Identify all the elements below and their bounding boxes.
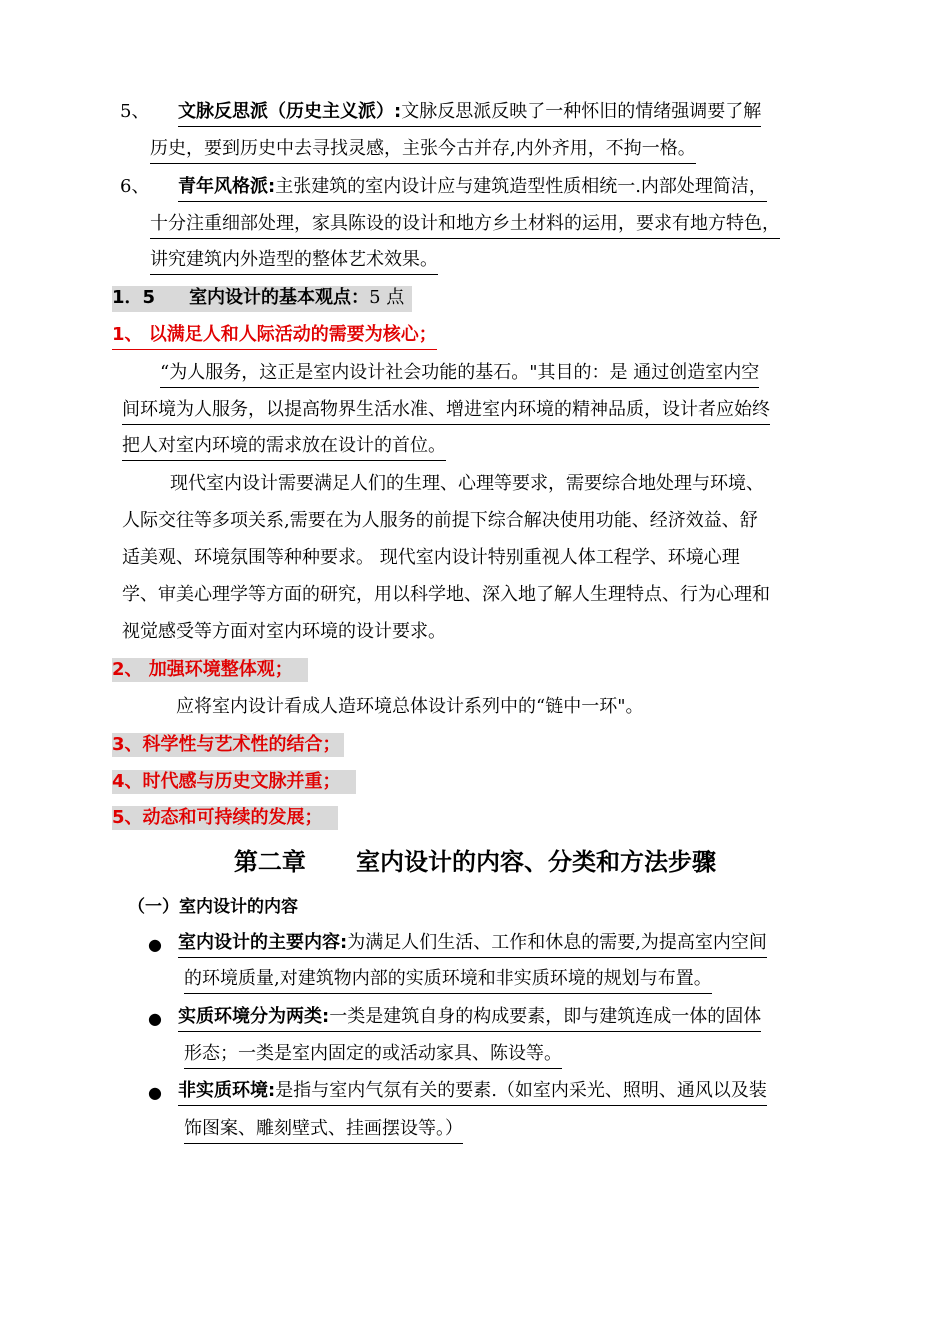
section-1-5-title: 室内设计的基本观点： (189, 287, 370, 308)
point-1-p1-line1: “为人服务，这正是室内设计社会功能的基石。"其目的：是 通过创造室内空 (160, 361, 759, 388)
point-2-label: 2、 加强环境整体观； (112, 658, 308, 682)
point-1-p1-line3: 把人对室内环境的需求放在设计的首位。 (122, 434, 446, 461)
item-6-line1 (178, 175, 767, 202)
bullet-icon: ● (148, 1083, 162, 1102)
item-5-line2: 历史，要到历史中去寻找灵感，主张今古并存,内外齐用，不拘一格。 (150, 137, 696, 164)
item-6-text: 主张建筑的室内设计应与建筑造型性质相统一.内部处理简洁， (275, 176, 767, 197)
item-6-title: 青年风格派: (178, 176, 276, 197)
item-6-line2: 十分注重细部处理，家具陈设的设计和地方乡土材料的运用，要求有地方特色， (150, 212, 780, 239)
bullet-3-text: 是指与室内气氛有关的要素.（如室内采光、照明、通风以及装 (275, 1080, 767, 1101)
point-1-p2-line1: 现代室内设计需要满足人们的生理、心理等要求，需要综合地处理与环境、 (170, 473, 764, 494)
item-6-line3: 讲究建筑内外造型的整体艺术效果。 (150, 248, 438, 275)
point-1-p2-line5: 视觉感受等方面对室内环境的设计要求。 (122, 621, 446, 642)
chapter-2-title (0, 842, 950, 877)
point-5-label: 5、动态和可持续的发展； (112, 806, 338, 830)
bullet-1-text: 为满足人们生活、工作和休息的需要,为提高室内空间 (347, 932, 767, 953)
section-1-5-number: 1．5 (112, 287, 156, 308)
item-5-number: 5、 (120, 101, 150, 122)
bullet-2-text: 一类是建筑自身的构成要素，即与建筑连成一体的固体 (329, 1006, 762, 1027)
bullet-icon: ● (148, 1009, 162, 1028)
bullet-2-title: 实质环境分为两类: (178, 1006, 330, 1027)
bullet-1-title: 室内设计的主要内容: (178, 932, 348, 953)
bullet-3-title: 非实质环境: (178, 1080, 276, 1101)
point-1-p2-line2: 人际交往等多项关系,需要在为人服务的前提下综合解决使用功能、经济效益、舒 (122, 510, 758, 531)
section-1-5-count: 5 点 (369, 287, 405, 308)
point-1-p2-line3: 适美观、环境氛围等种种要求。 现代室内设计特别重视人体工程学、环境心理 (122, 547, 740, 568)
bullet-2-line1 (178, 1005, 761, 1032)
item-6-number: 6、 (120, 176, 150, 197)
chapter-2-title-text: 第二章 室内设计的内容、分类和方法步骤 (233, 848, 717, 876)
item-5-title: 文脉反思派（历史主义派）: (178, 101, 402, 122)
item-5-text: 文脉反思派反映了一种怀旧的情绪强调要了解 (401, 101, 762, 122)
point-2-text: 应将室内设计看成人造环境总体设计系列中的“链中一环"。 (176, 696, 644, 717)
point-4-label: 4、时代感与历史文脉并重； (112, 770, 356, 794)
item-5-line1 (178, 100, 761, 127)
point-1-label: 1、 以满足人和人际活动的需要为核心； (112, 323, 437, 350)
bullet-3-line1 (178, 1079, 767, 1106)
section-1-5-heading (112, 286, 412, 312)
bullet-1-line2: 的环境质量,对建筑物内部的实质环境和非实质环境的规划与布置。 (184, 967, 712, 994)
point-1-p1-line2: 间环境为人服务，以提高物界生活水准、增进室内环境的精神品质，设计者应始终 (122, 398, 770, 425)
bullet-1-line1 (178, 931, 767, 958)
bullet-3-line2: 饰图案、雕刻壁式、挂画摆设等。） (184, 1117, 463, 1144)
point-3-label: 3、科学性与艺术性的结合； (112, 733, 344, 757)
point-1-p2-line4: 学、审美心理学等方面的研究，用以科学地、深入地了解人生理特点、行为心理和 (122, 584, 770, 605)
bullet-icon: ● (148, 935, 162, 954)
subsection-content-heading: （一）室内设计的内容 (128, 897, 298, 917)
bullet-2-line2: 形态；一类是室内固定的或活动家具、陈设等。 (184, 1042, 562, 1069)
